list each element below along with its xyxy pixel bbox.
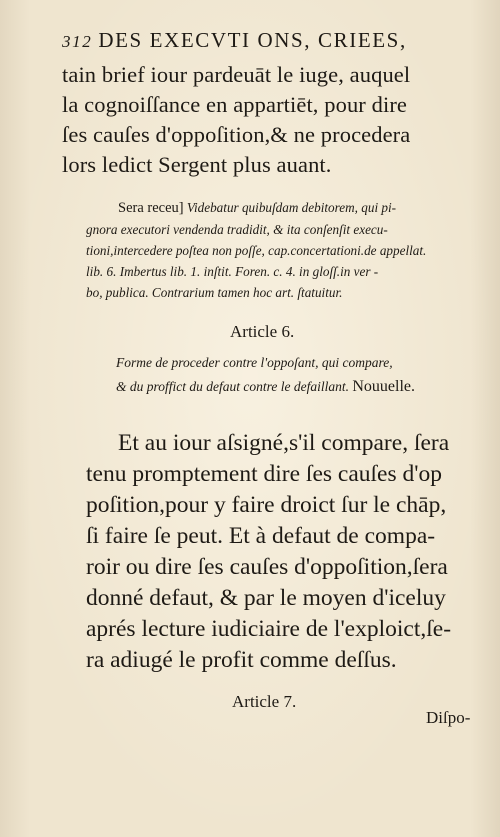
annotation-lead: Sera receu]: [118, 200, 184, 216]
article-6-rubric-tag: Nouuelle.: [352, 378, 415, 395]
annotation-line: bo, publica. Contrarium tamen hoc art. ſtatuitur.: [86, 285, 343, 300]
catchword: Diſpo-: [426, 708, 471, 727]
paragraph-2-line: roir ou dire ſes cauſes d'oppoſition,ſera: [86, 554, 448, 580]
annotation-line: tioni,intercedere poſtea non poſſe, cap.concertationi.de appellat.: [86, 243, 427, 258]
article-6-rubric-text: & du proffict du defaut contre le defaillant.: [116, 379, 349, 394]
paragraph-2-line: ſi faire ſe peut. Et à defaut de compa-: [86, 523, 436, 549]
paragraph-1-line: ſes cauſes d'oppoſition,& ne procedera: [62, 122, 411, 147]
running-title: DES EXECVTI ONS, CRIEES,: [98, 28, 407, 52]
paragraph-2-line: donné defaut, & par le moyen d'iceluy: [86, 585, 446, 611]
running-head: [62, 28, 407, 53]
paragraph-2-line: ra adiugé le profit comme deſſus.: [86, 647, 397, 673]
article-6-rubric-line: Forme de proceder contre l'oppoſant, qui compare,: [116, 355, 393, 370]
paragraph-2-line: Et au iour aſsigné,s'il compare, ſera: [118, 430, 450, 456]
paragraph-2-line: tenu promptement dire ſes cauſes d'op: [86, 461, 442, 487]
article-6-heading: Article 6.: [230, 322, 295, 341]
article-7-heading: Article 7.: [232, 692, 297, 711]
annotation-line: gnora executori vendenda tradidit, & ita conſenſit execu-: [86, 222, 388, 237]
paragraph-1-line: la cognoiſſance en appartiēt, pour dire: [62, 92, 408, 117]
annotation-line: lib. 6. Imbertus lib. 1. inſtit. Foren. c. 4. in gloſſ.in ver -: [86, 264, 379, 279]
annotation-text: Videbatur quibuſdam debitorem, qui pi-: [186, 200, 397, 215]
paragraph-1-line: lors ledict Sergent plus auant.: [62, 152, 332, 177]
paragraph-2-line: aprés lecture iudiciaire de l'exploict,ſe-: [86, 616, 452, 642]
article-6-rubric-line: [116, 378, 415, 396]
page-number: 312: [62, 32, 93, 51]
paragraph-1-line: tain brief iour pardeuāt le iuge, auquel: [62, 62, 411, 87]
annotation-line: [118, 200, 396, 217]
paragraph-2-line: poſition,pour y faire droict ſur le chāp,: [86, 492, 447, 518]
